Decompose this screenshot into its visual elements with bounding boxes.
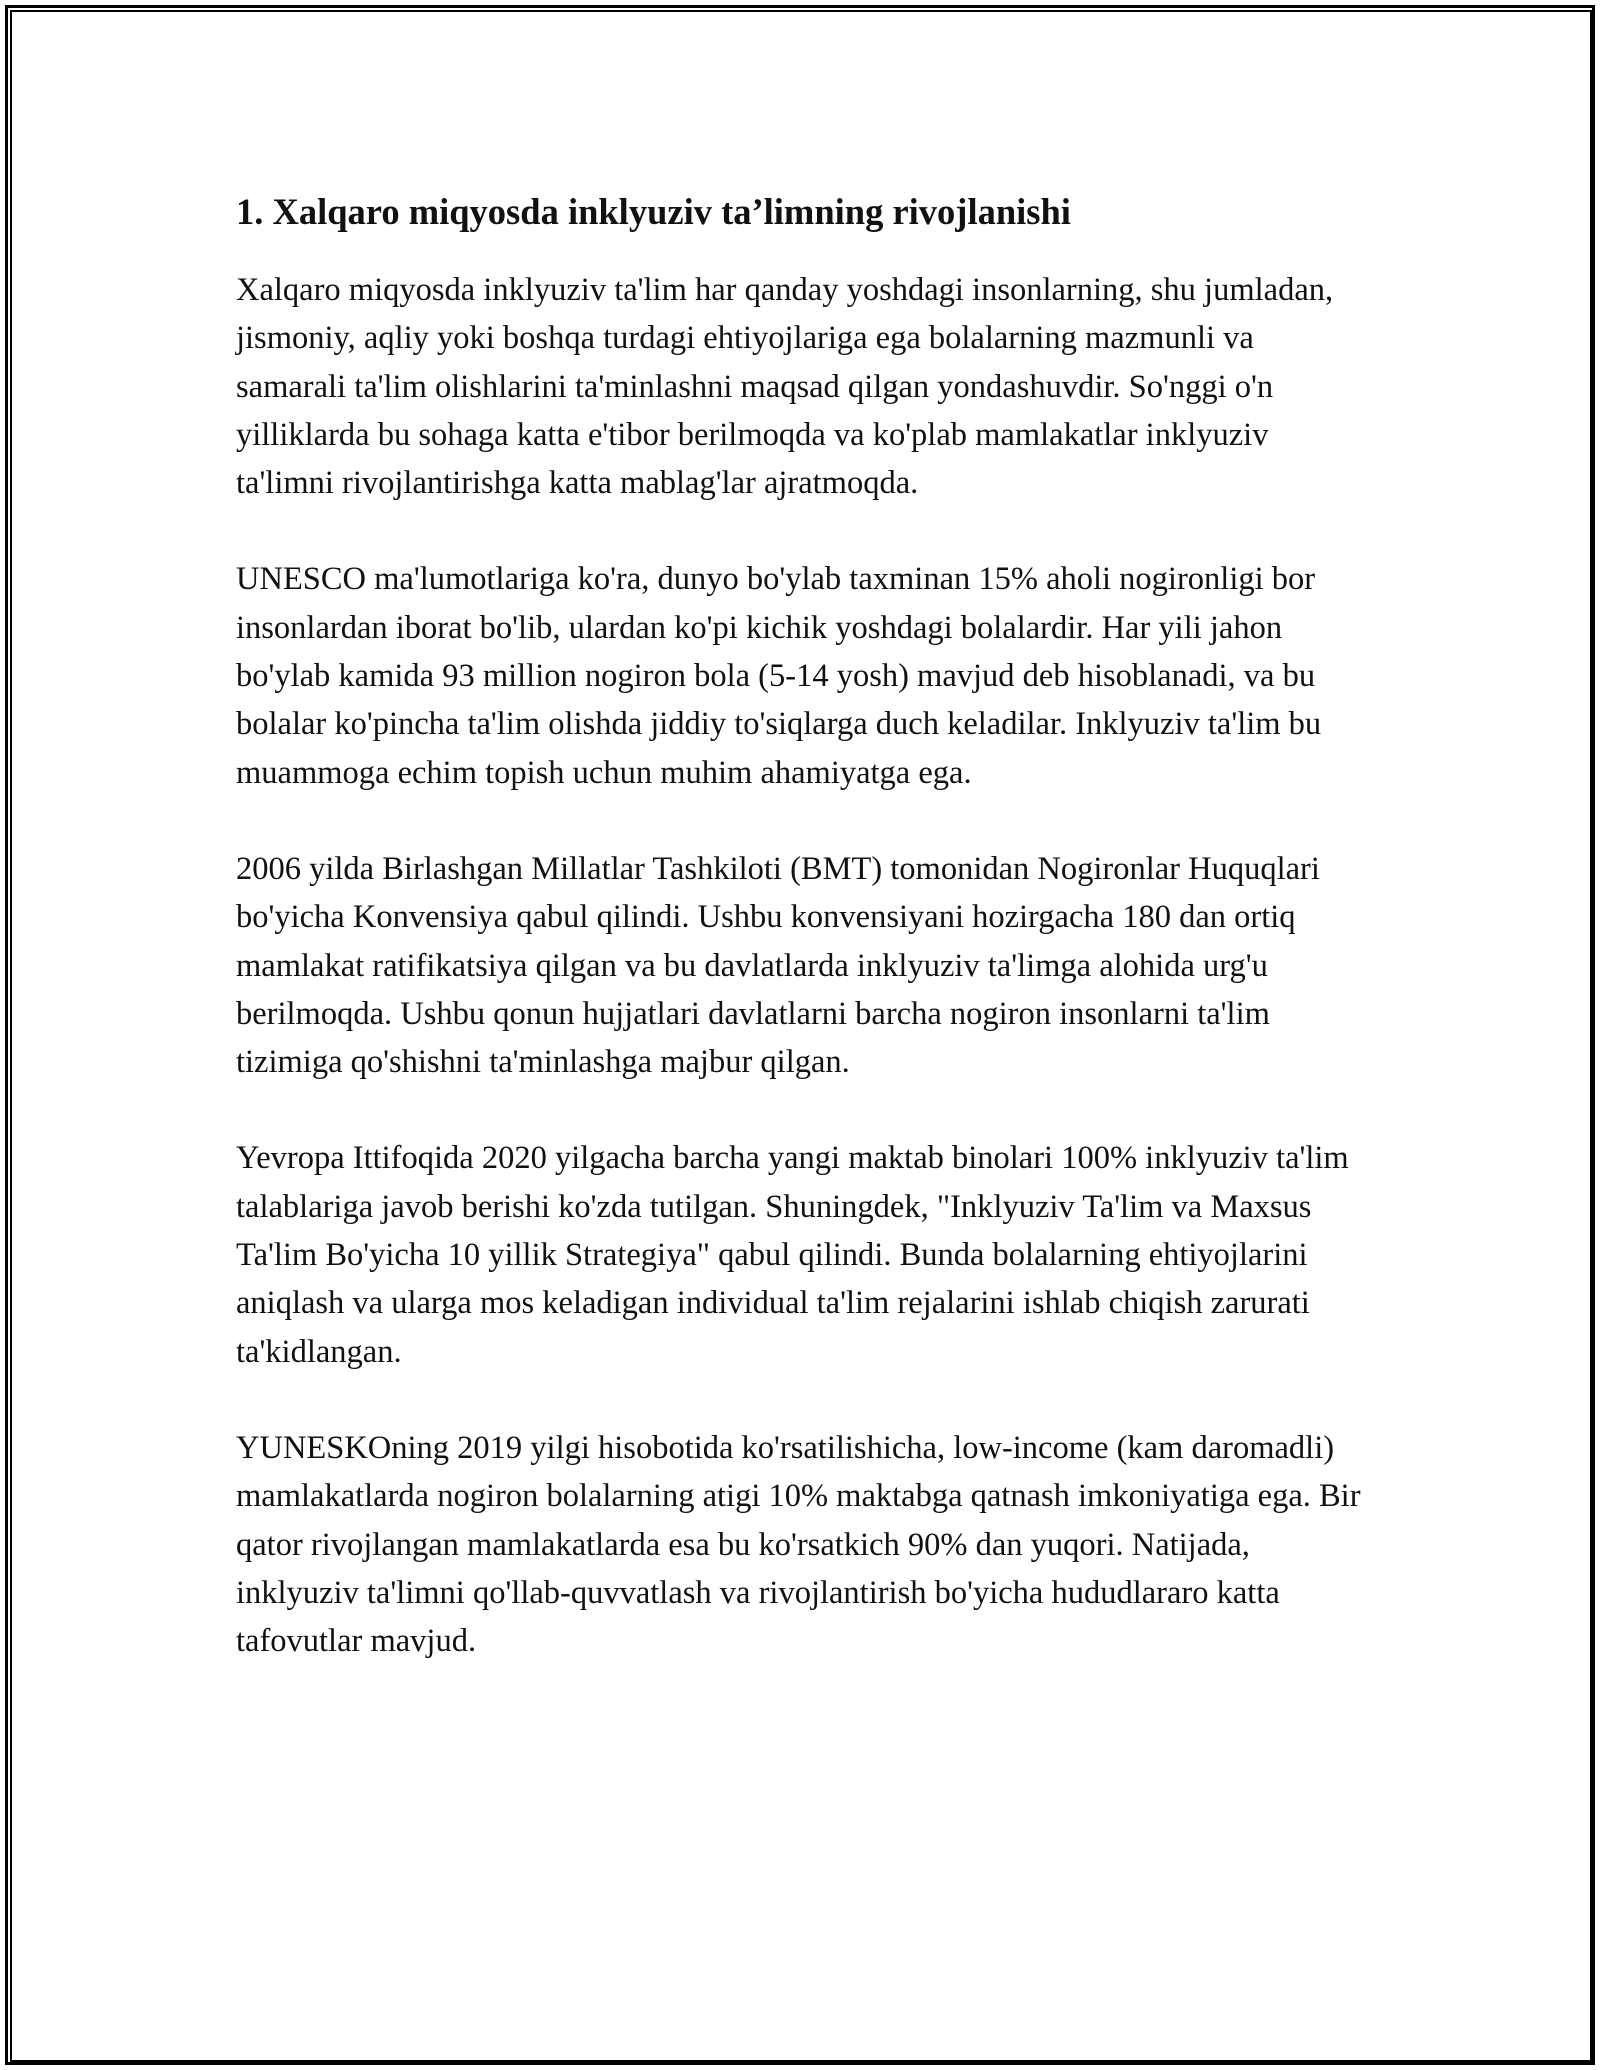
paragraph-unesco-2019-report: YUNESKOning 2019 yilgi hisobotida ko'rsatilishicha, low-income (kam daromadli) mamlakatlarda nogiron bolalarning atigi 10% maktabga qatnash imkoniyatiga ega. Bir qator rivojlangan mamlakatlarda esa bu ko'rsatkich 90% dan yuqori. Natijada, inklyuziv ta'limni qo'llab-quvvatlash va rivojlantirish bo'yicha hududlararo katta tafovutlar mavjud. [236, 1429, 1361, 1660]
paragraph-intro: Xalqaro miqyosda inklyuziv ta'lim har qanday yoshdagi insonlarning, shu jumladan, jismoniy, aqliy yoki boshqa turdagi ehtiyojlariga ega bolalarning mazmunli va samarali ta'lim olishlarini ta'minlashni maqsad qilgan yondashuvdir. So'nggi o'n yilliklarda bu sohaga katta e'tibor berilmoqda va ko'plab mamlakatlar inklyuziv ta'limni rivojlantirishga katta mablag'lar ajratmoqda. [236, 272, 1334, 502]
document-body [236, 188, 1366, 1713]
paragraph-bmt-convention: 2006 yilda Birlashgan Millatlar Tashkiloti (BMT) tomonidan Nogironlar Huquqlari bo'yicha Konvensiya qabul qilindi. Ushbu konvensiyani hozirgacha 180 dan ortiq mamlakat ratifikatsiya qilgan va bu davlatlarda inklyuziv ta'limga alohida urg'u berilmoqda. Ushbu qonun hujjatlari davlatlarni barcha nogiron insonlarni ta'lim tizimiga qo'shishni ta'minlashga majbur qilgan. [236, 850, 1320, 1081]
paragraph-unesco: UNESCO ma'lumotlariga ko'ra, dunyo bo'ylab taxminan 15% aholi nogironligi bor insonlardan iborat bo'lib, ulardan ko'pi kichik yoshdagi bolalardir. Har yili jahon bo'ylab kamida 93 million nogiron bola (5-14 yosh) mavjud deb hisoblanadi, va bu bolalar ko'pincha ta'lim olishda jiddiy to'siqlarga duch keladilar. Inklyuziv ta'lim bu muammoga echim topish uchun muhim ahamiyatga ega. [236, 561, 1322, 791]
section-title: 1. Xalqaro miqyosda inklyuziv ta’limning rivojlanishi [236, 191, 1071, 232]
paragraph-european-union: Yevropa Ittifoqida 2020 yilgacha barcha yangi maktab binolari 100% inklyuziv ta'lim talablariga javob berishi ko'zda tutilgan. Shuningdek, "Inklyuziv Ta'lim va Maxsus Ta'lim Bo'yicha 10 yillik Strategiya" qabul qilindi. Bunda bolalarning ehtiyojlarini aniqlash va ularga mos keladigan individual ta'lim rejalarini ishlab chiqish zarurati ta'kidlangan. [236, 1140, 1349, 1370]
